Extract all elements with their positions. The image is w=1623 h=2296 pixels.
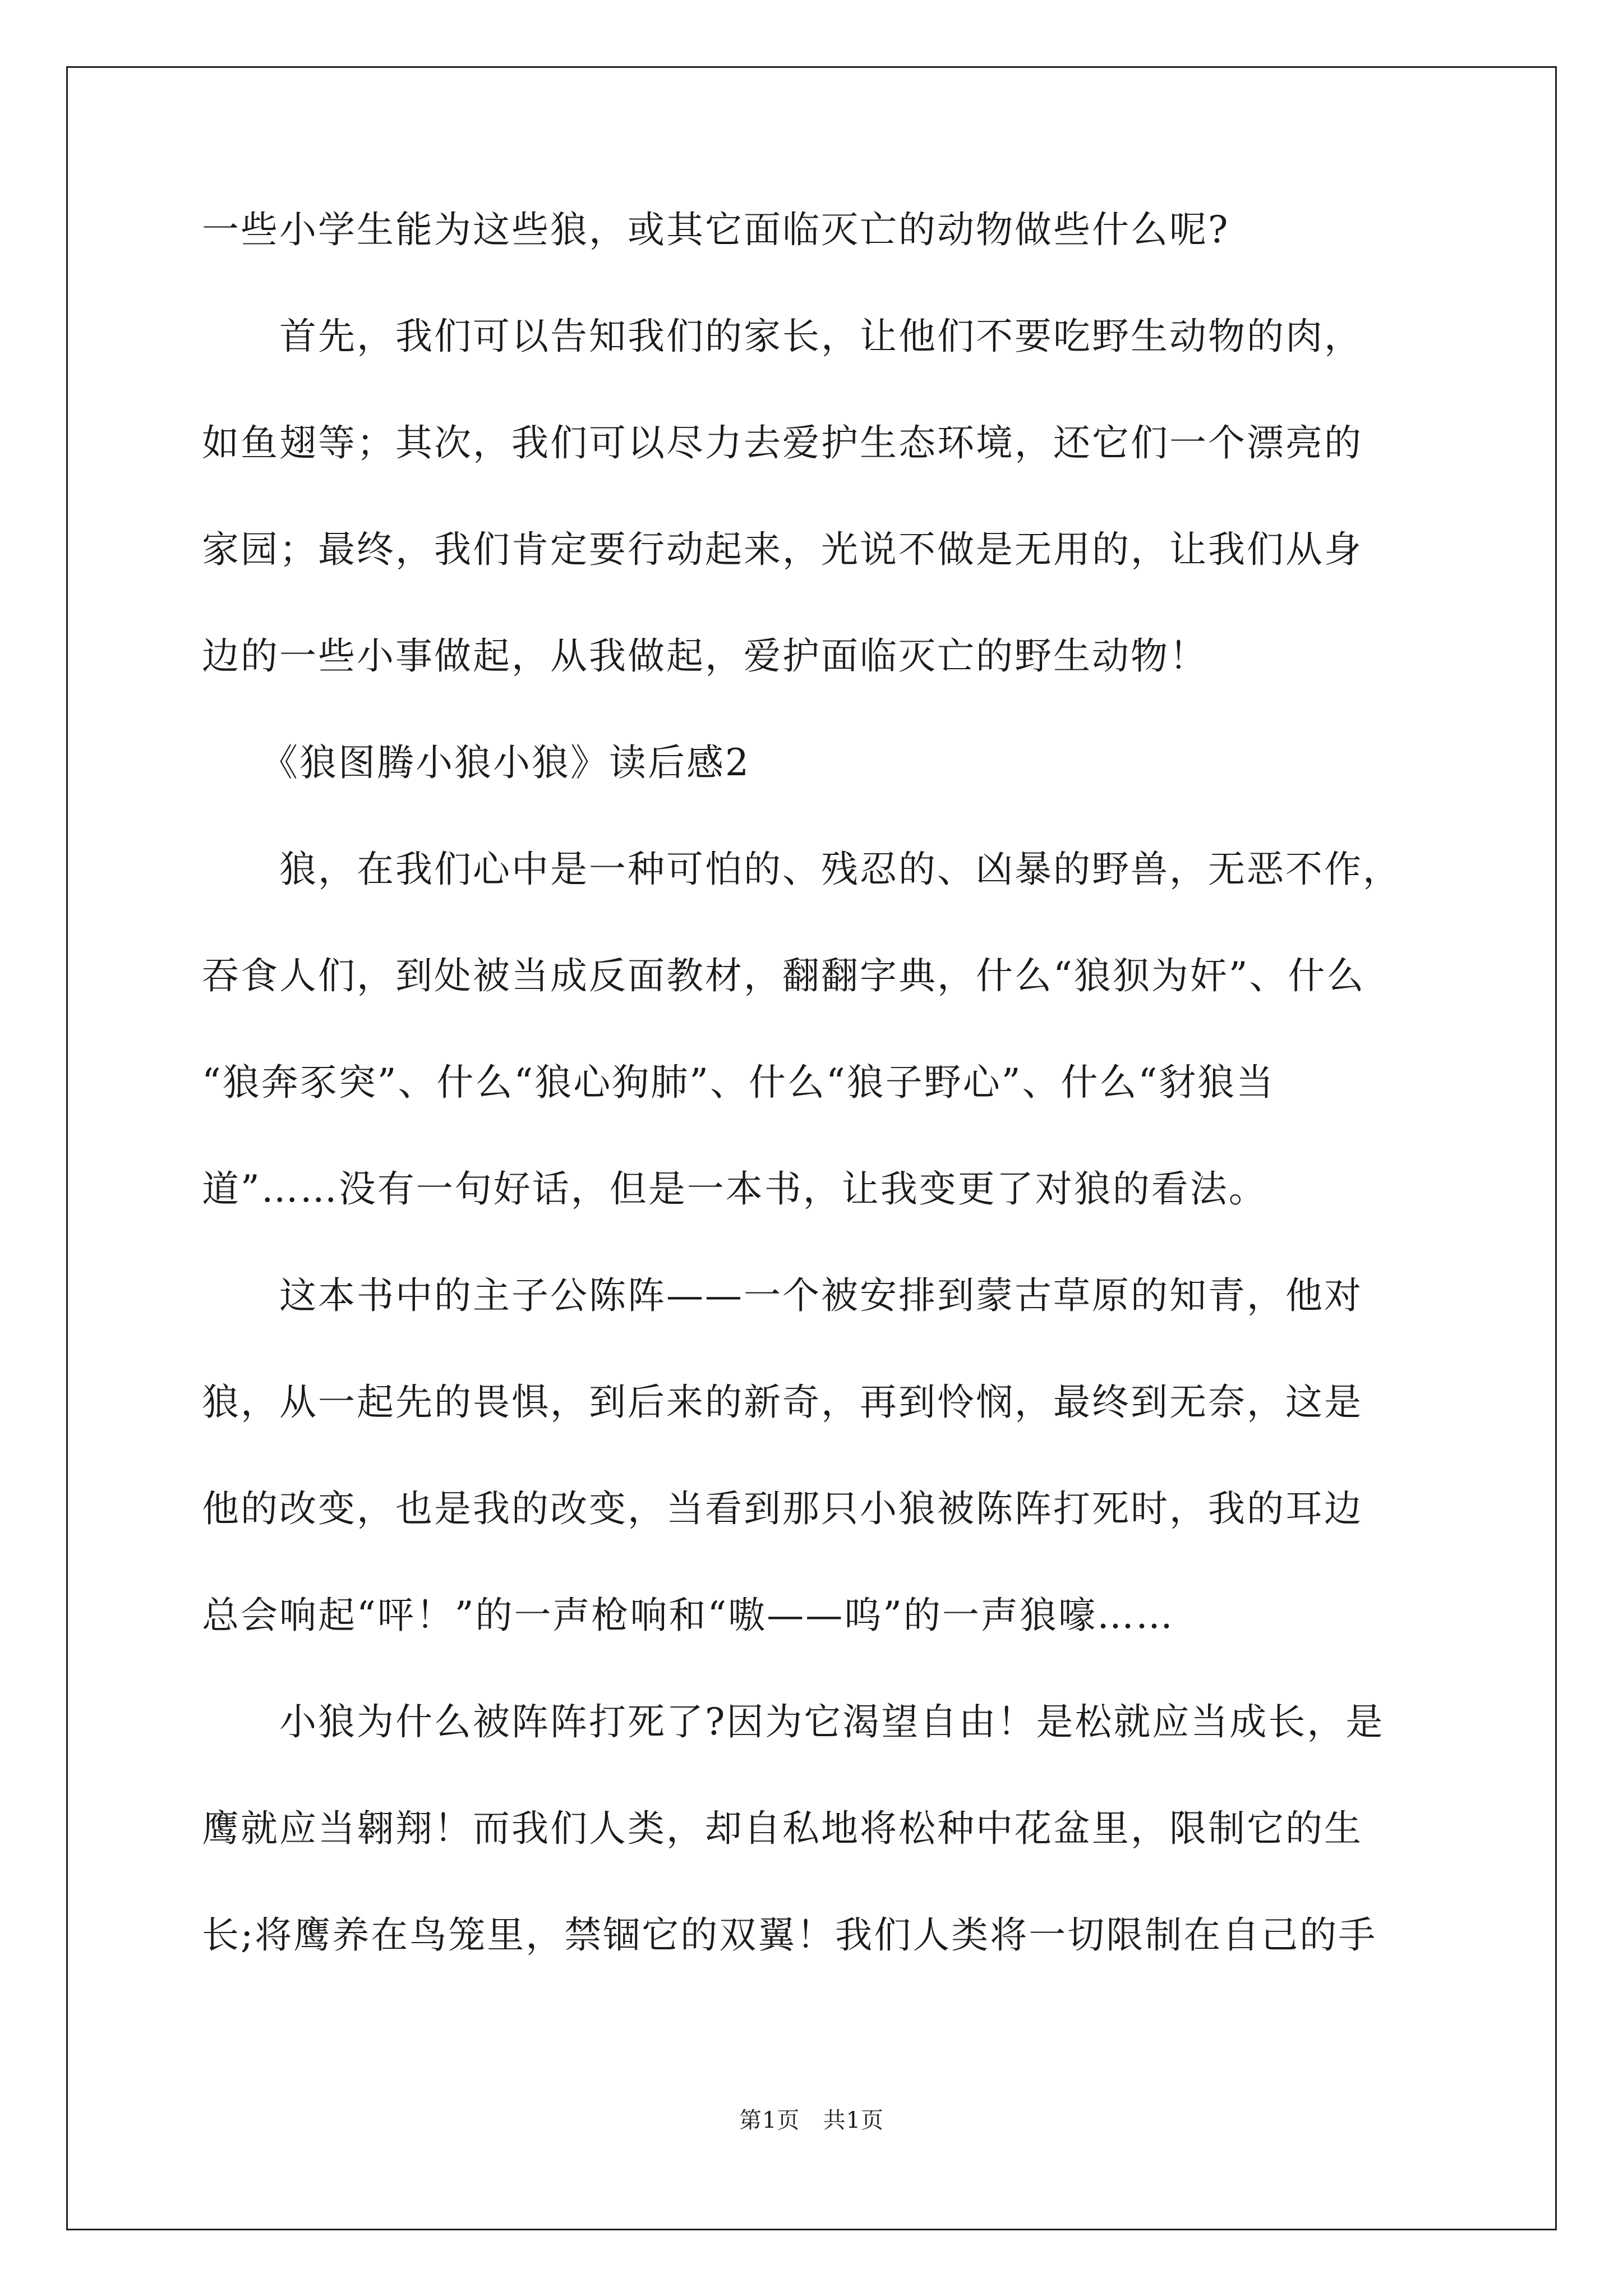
page-number: 第1页 — [739, 2108, 800, 2133]
text-line: 总会响起“呯！”的一声枪响和“嗷——呜”的一声狼嚎…… — [202, 1594, 1174, 1637]
text-line: 首先，我们可以告知我们的家长，让他们不要吃野生动物的肉， — [202, 315, 1363, 358]
section-heading: 《狼图腾小狼小狼》读后感2 — [202, 741, 750, 784]
text-line: 狼，在我们心中是一种可怕的、残忍的、凶暴的野兽，无恶不作， — [202, 848, 1401, 891]
text-line: 一些小学生能为这些狼，或其它面临灭亡的动物做些什么呢? — [202, 208, 1230, 251]
text-line: 家园；最终，我们肯定要行动起来，光说不做是无用的，让我们从身 — [202, 528, 1363, 571]
page-border — [66, 66, 1557, 2230]
page-total: 共1页 — [823, 2108, 884, 2133]
text-line: 他的改变，也是我的改变，当看到那只小狼被陈阵打死时，我的耳边 — [202, 1487, 1363, 1530]
text-line: 小狼为什么被阵阵打死了?因为它渴望自由！是松就应当成长，是 — [202, 1700, 1385, 1743]
text-line: 长;将鹰养在鸟笼里，禁锢它的双翼！我们人类将一切限制在自己的手 — [202, 1913, 1377, 1957]
text-line: “狼奔豕突”、什么“狼心狗肺”、什么“狼子野心”、什么“豺狼当 — [202, 1061, 1275, 1104]
page-footer — [0, 2106, 1623, 2134]
text-line: 边的一些小事做起，从我做起，爱护面临灭亡的野生动物！ — [202, 634, 1208, 678]
text-line: 道”……没有一句好话，但是一本书，让我变更了对狼的看法。 — [202, 1167, 1267, 1211]
text-line: 如鱼翅等；其次，我们可以尽力去爱护生态环境，还它们一个漂亮的 — [202, 421, 1363, 464]
text-line: 狼，从一起先的畏惧，到后来的新奇，再到怜悯，最终到无奈，这是 — [202, 1381, 1363, 1424]
text-line: 鹰就应当翱翔！而我们人类，却自私地将松种中花盆里，限制它的生 — [202, 1807, 1363, 1850]
text-line: 吞食人们，到处被当成反面教材，翻翻字典，什么“狼狈为奸”、什么 — [202, 954, 1366, 997]
text-line: 这本书中的主子公陈阵——一个被安排到蒙古草原的知青，他对 — [202, 1274, 1363, 1317]
